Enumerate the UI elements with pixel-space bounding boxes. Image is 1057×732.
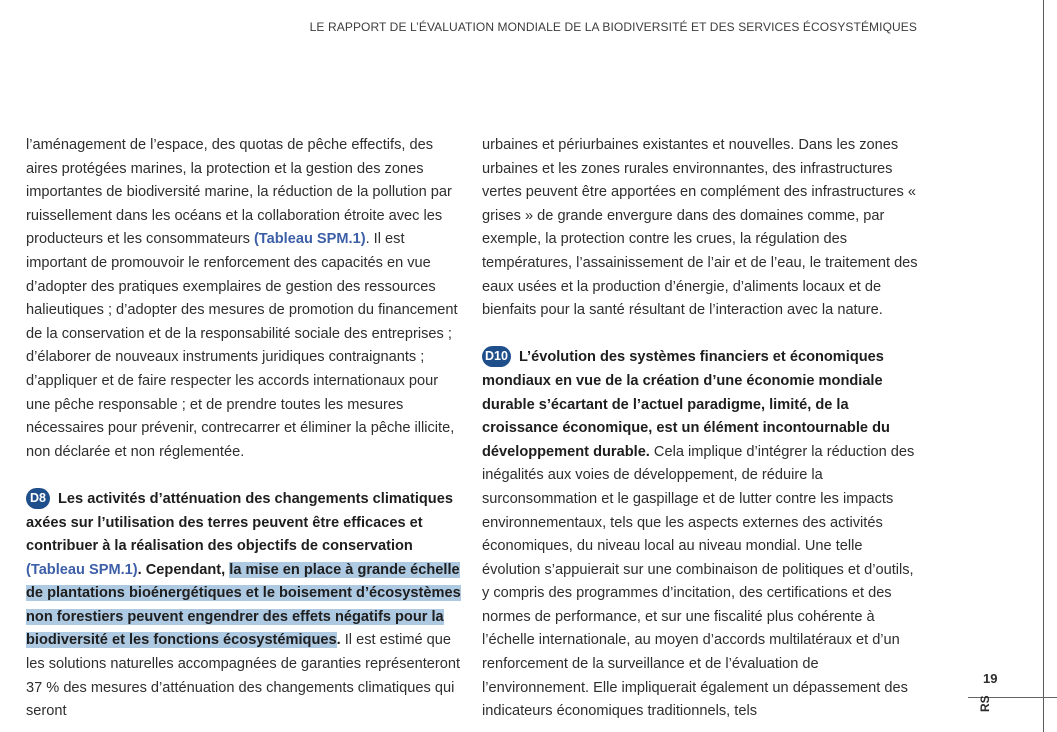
paragraph-green-infrastructure: urbaines et périurbaines existantes et nouvelles. Dans les zones urbaines et les zones rurales environnantes, des infrastructures vertes peuvent être apportées en complément des infrastructures « grises » de grande envergure dans des domaines comme, par exemple, la protection contre les crues, la régulation des températures, l’assainissement de l’air et de l’eau, le traitement des eaux usées et la production d’énergie, d’aliments locaux et de bienfaits pour la santé résultant de l’interaction avec la nature.: [482, 137, 918, 319]
side-tab-label: RS: [978, 695, 992, 712]
paragraph-text: Cela implique d’intégrer la réduction des inégalités aux voies de développement, de réduire la surconsommation et le gaspillage et de lutter contre les impacts environnementaux, tels que les aspects externes des activités économiques, du niveau local au niveau mondial. Une telle évolution s’appuierait sur une combinaison de politiques et d’outils, y compris des programmes d’incitation, des certifications et des normes de performance, et sur une fiscalité plus cohérente à l’échelle internationale, au moyen d’accords multilatéraux et d’un renforcement de la surveillance et de l’évaluation de l’environnement. Elle impliquerait également un dépassement des indicateurs économiques traditionnels, tels: [482, 443, 915, 720]
page-number: 19: [983, 671, 998, 686]
paragraph-fisheries: [26, 134, 466, 464]
table-reference-link[interactable]: (Tableau SPM.1): [253, 231, 366, 248]
d8-key-message: . Cependant,: [137, 561, 230, 578]
right-column: [482, 134, 922, 724]
page-edge-border: [1043, 0, 1057, 732]
left-column: [26, 134, 466, 724]
d10-badge: D10: [482, 346, 511, 367]
paragraph-d8: [26, 488, 466, 724]
table-reference-link[interactable]: (Tableau SPM.1): [26, 561, 138, 578]
d8-key-message: Les activités d’atténuation des changements climatiques axées sur l’utilisation des terres peuvent être efficaces et contribuer à la réalisation des objectifs de conservation: [26, 490, 453, 555]
paragraph-text: . Il est important de promouvoir le renforcement des capacités en vue d’adopter des pratiques exemplaires de gestion des ressources halieutiques ; d’adopter des mesures de promotion du financement de la conservation et de la responsabilité sociale des entreprises ; d’élaborer de nouveaux instruments juridiques contraignants ; d’appliquer et de faire respecter les accords internationaux pour une pêche responsable ; et de prendre toutes les mesures nécessaires pour prévenir, contrecarrer et éliminer la pêche illicite, non déclarée et non réglementée.: [26, 231, 458, 460]
highlighted-text-selection[interactable]: la mise en place à grande échelle de plantations bioénergétiques et le boisement d’écosystèmes non forestiers peuvent engendrer des effets négatifs pour la biodiversité et les fonctions écosystémiques: [26, 561, 461, 649]
d10-key-message: L’évolution des systèmes financiers et économiques mondiaux en vue de la création d’une économie mondiale durable s’écartant de l’actuel paradigme, limité, de la croissance économique, est un élément incontournable du développement durable.: [482, 349, 890, 460]
paragraph-text: l’aménagement de l’espace, des quotas de pêche effectifs, des aires protégées marines, la protection et la gestion des zones importantes de biodiversité marine, la réduction de la pollution par ruissellement dans les océans et la collaboration étroite avec les producteurs et les consommateurs: [26, 137, 452, 248]
d8-key-message: .: [336, 632, 341, 649]
paragraph-text: Il est estimé que les solutions naturelles accompagnées de garanties représenteront 37 % des mesures d’atténuation des changements climatiques qui seront: [26, 632, 461, 720]
paragraph-d10: [482, 346, 922, 724]
running-header: LE RAPPORT DE L’ÉVALUATION MONDIALE DE LA BIODIVERSITÉ ET DES SERVICES ÉCOSYSTÉMIQUES: [309, 20, 917, 34]
d8-badge: D8: [26, 488, 50, 509]
